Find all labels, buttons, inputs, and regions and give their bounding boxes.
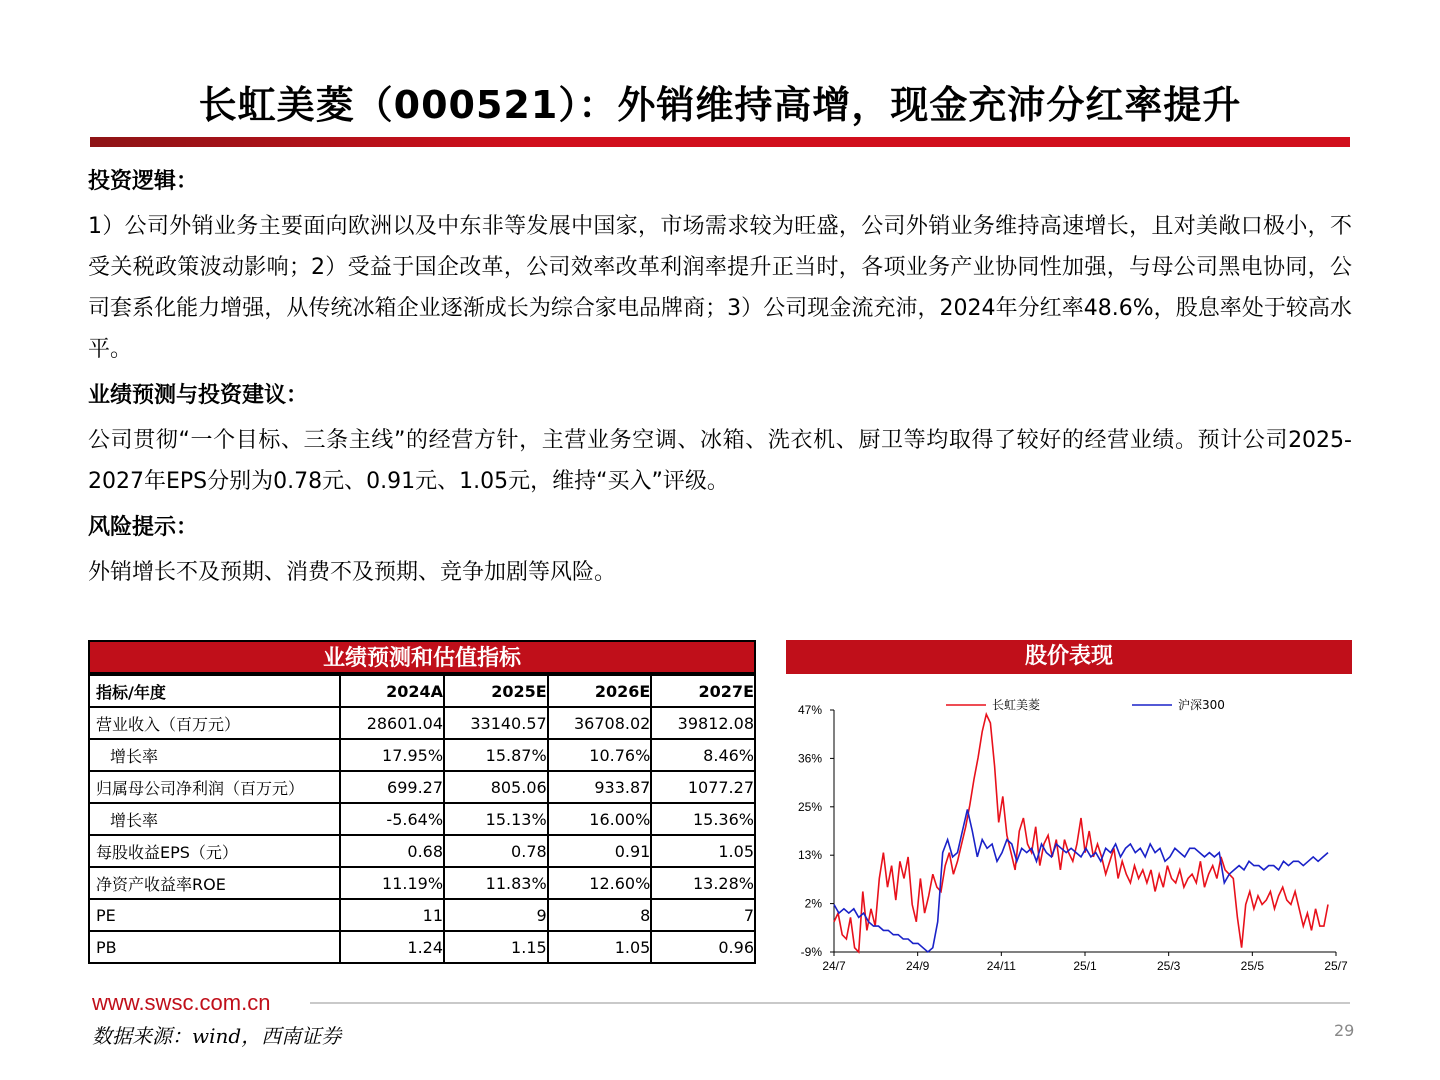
table-cell: 0.68	[340, 835, 444, 867]
legend-label-1: 沪深300	[1178, 698, 1225, 712]
x-tick-label: 24/7	[822, 959, 846, 973]
section-text-risk: 外销增长不及预期、消费不及预期、竞争加剧等风险。	[88, 560, 617, 585]
y-tick-label: 25%	[797, 799, 822, 814]
table-cell: 15.13%	[444, 803, 548, 835]
table-cell: 8.46%	[651, 739, 755, 771]
page-title: 长虹美菱（000521）：外销维持高增，现金充沛分红率提升	[198, 83, 1242, 127]
section-heading-forecast: 业绩预测与投资建议：	[88, 383, 309, 408]
table-cell: 9	[444, 899, 548, 931]
table-cell: 7	[651, 899, 755, 931]
page-number: 29	[1334, 1021, 1355, 1040]
table-row	[89, 931, 755, 963]
table-cell: 17.95%	[340, 739, 444, 771]
table-cell: 699.27	[340, 771, 444, 803]
y-tick-label: 36%	[797, 751, 822, 766]
row-label: 每股收益EPS（元）	[89, 835, 340, 867]
table-cell: 11	[340, 899, 444, 931]
table-row	[89, 707, 755, 739]
table-row	[89, 771, 755, 803]
y-tick-label: 13%	[797, 848, 822, 863]
table-row	[89, 739, 755, 771]
table-cell: 0.91	[548, 835, 652, 867]
section-text-forecast: 公司贯彻“一个目标、三条主线”的经营方针，主营业务空调、冰箱、洗衣机、厨卫等均取得了较好的经营业绩。预计公司2025-2027年EPS分别为0.78元、0.91元、1.05元，维持“买入”评级。	[88, 428, 1352, 494]
table-row	[89, 835, 755, 867]
header-cell: 2026E	[548, 675, 652, 707]
stock-price-chart	[786, 690, 1352, 980]
series-line-0	[834, 714, 1328, 952]
table-cell: 10.76%	[548, 739, 652, 771]
table-panel-title: 业绩预测和估值指标	[88, 640, 756, 674]
row-label: PE	[89, 899, 340, 931]
legend-label-0: 长虹美菱	[992, 698, 1041, 712]
table-cell: 1.24	[340, 931, 444, 963]
section-heading-risk: 风险提示：	[88, 515, 199, 540]
table-cell: 805.06	[444, 771, 548, 803]
table-cell: 8	[548, 899, 652, 931]
header-cell: 2027E	[651, 675, 755, 707]
x-tick-label: 25/1	[1073, 959, 1097, 973]
header-cell: 2024A	[340, 675, 444, 707]
table-cell: -5.64%	[340, 803, 444, 835]
table-cell: 1.05	[548, 931, 652, 963]
table-cell: 12.60%	[548, 867, 652, 899]
table-cell: 0.78	[444, 835, 548, 867]
row-label: 归属母公司净利润（百万元）	[89, 771, 340, 803]
row-label: PB	[89, 931, 340, 963]
table-cell: 16.00%	[548, 803, 652, 835]
footer-divider	[310, 1002, 1350, 1004]
table-cell: 13.28%	[651, 867, 755, 899]
table-row	[89, 899, 755, 931]
x-tick-label: 24/11	[986, 959, 1016, 973]
table-cell: 11.83%	[444, 867, 548, 899]
report-body	[88, 160, 1352, 597]
row-label: 营业收入（百万元）	[89, 707, 340, 739]
series-line-1	[834, 809, 1328, 952]
table-cell: 28601.04	[340, 707, 444, 739]
section-heading-investment-logic: 投资逻辑：	[88, 169, 199, 194]
x-tick-label: 24/9	[905, 959, 930, 973]
header-cell: 指标/年度	[89, 675, 340, 707]
table-row	[89, 867, 755, 899]
row-label: 增长率	[89, 739, 340, 771]
table-cell: 15.87%	[444, 739, 548, 771]
table-cell: 1.05	[651, 835, 755, 867]
x-tick-label: 25/5	[1240, 959, 1265, 973]
chart-panel-title: 股价表现	[786, 640, 1352, 674]
table-cell: 33140.57	[444, 707, 548, 739]
section-text-investment-logic: 1）公司外销业务主要面向欧洲以及中东非等发展中国家，市场需求较为旺盛，公司外销业务维持高速增长，且对美敞口极小，不受关税政策波动影响；2）受益于国企改革，公司效率改革利润率提升正当时，各项业务产业协同性加强，与母公司黑电协同，公司套系化能力增强，从传统冰箱企业逐渐成长为综合家电品牌商；3）公司现金流充沛，2024年分红率48.6%，股息率处于较高水平。	[88, 214, 1352, 362]
table-cell: 1077.27	[651, 771, 755, 803]
y-tick-label: 47%	[797, 703, 822, 717]
table-cell: 1.15	[444, 931, 548, 963]
y-tick-label: -9%	[800, 945, 822, 959]
title-underline	[90, 137, 1350, 147]
table-cell: 933.87	[548, 771, 652, 803]
table-header-row	[89, 675, 755, 707]
x-tick-label: 25/7	[1324, 959, 1348, 973]
table-cell: 15.36%	[651, 803, 755, 835]
table-cell: 0.96	[651, 931, 755, 963]
website-link[interactable]: www.swsc.com.cn	[92, 990, 271, 1015]
table-cell: 36708.02	[548, 707, 652, 739]
header-cell: 2025E	[444, 675, 548, 707]
table-row	[89, 803, 755, 835]
row-label: 净资产收益率ROE	[89, 867, 340, 899]
data-source: 数据来源：wind，西南证券	[92, 1024, 342, 1048]
x-tick-label: 25/3	[1156, 959, 1181, 973]
row-label: 增长率	[89, 803, 340, 835]
y-tick-label: 2%	[804, 896, 822, 911]
forecast-table	[88, 674, 756, 964]
table-cell: 39812.08	[651, 707, 755, 739]
table-cell: 11.19%	[340, 867, 444, 899]
